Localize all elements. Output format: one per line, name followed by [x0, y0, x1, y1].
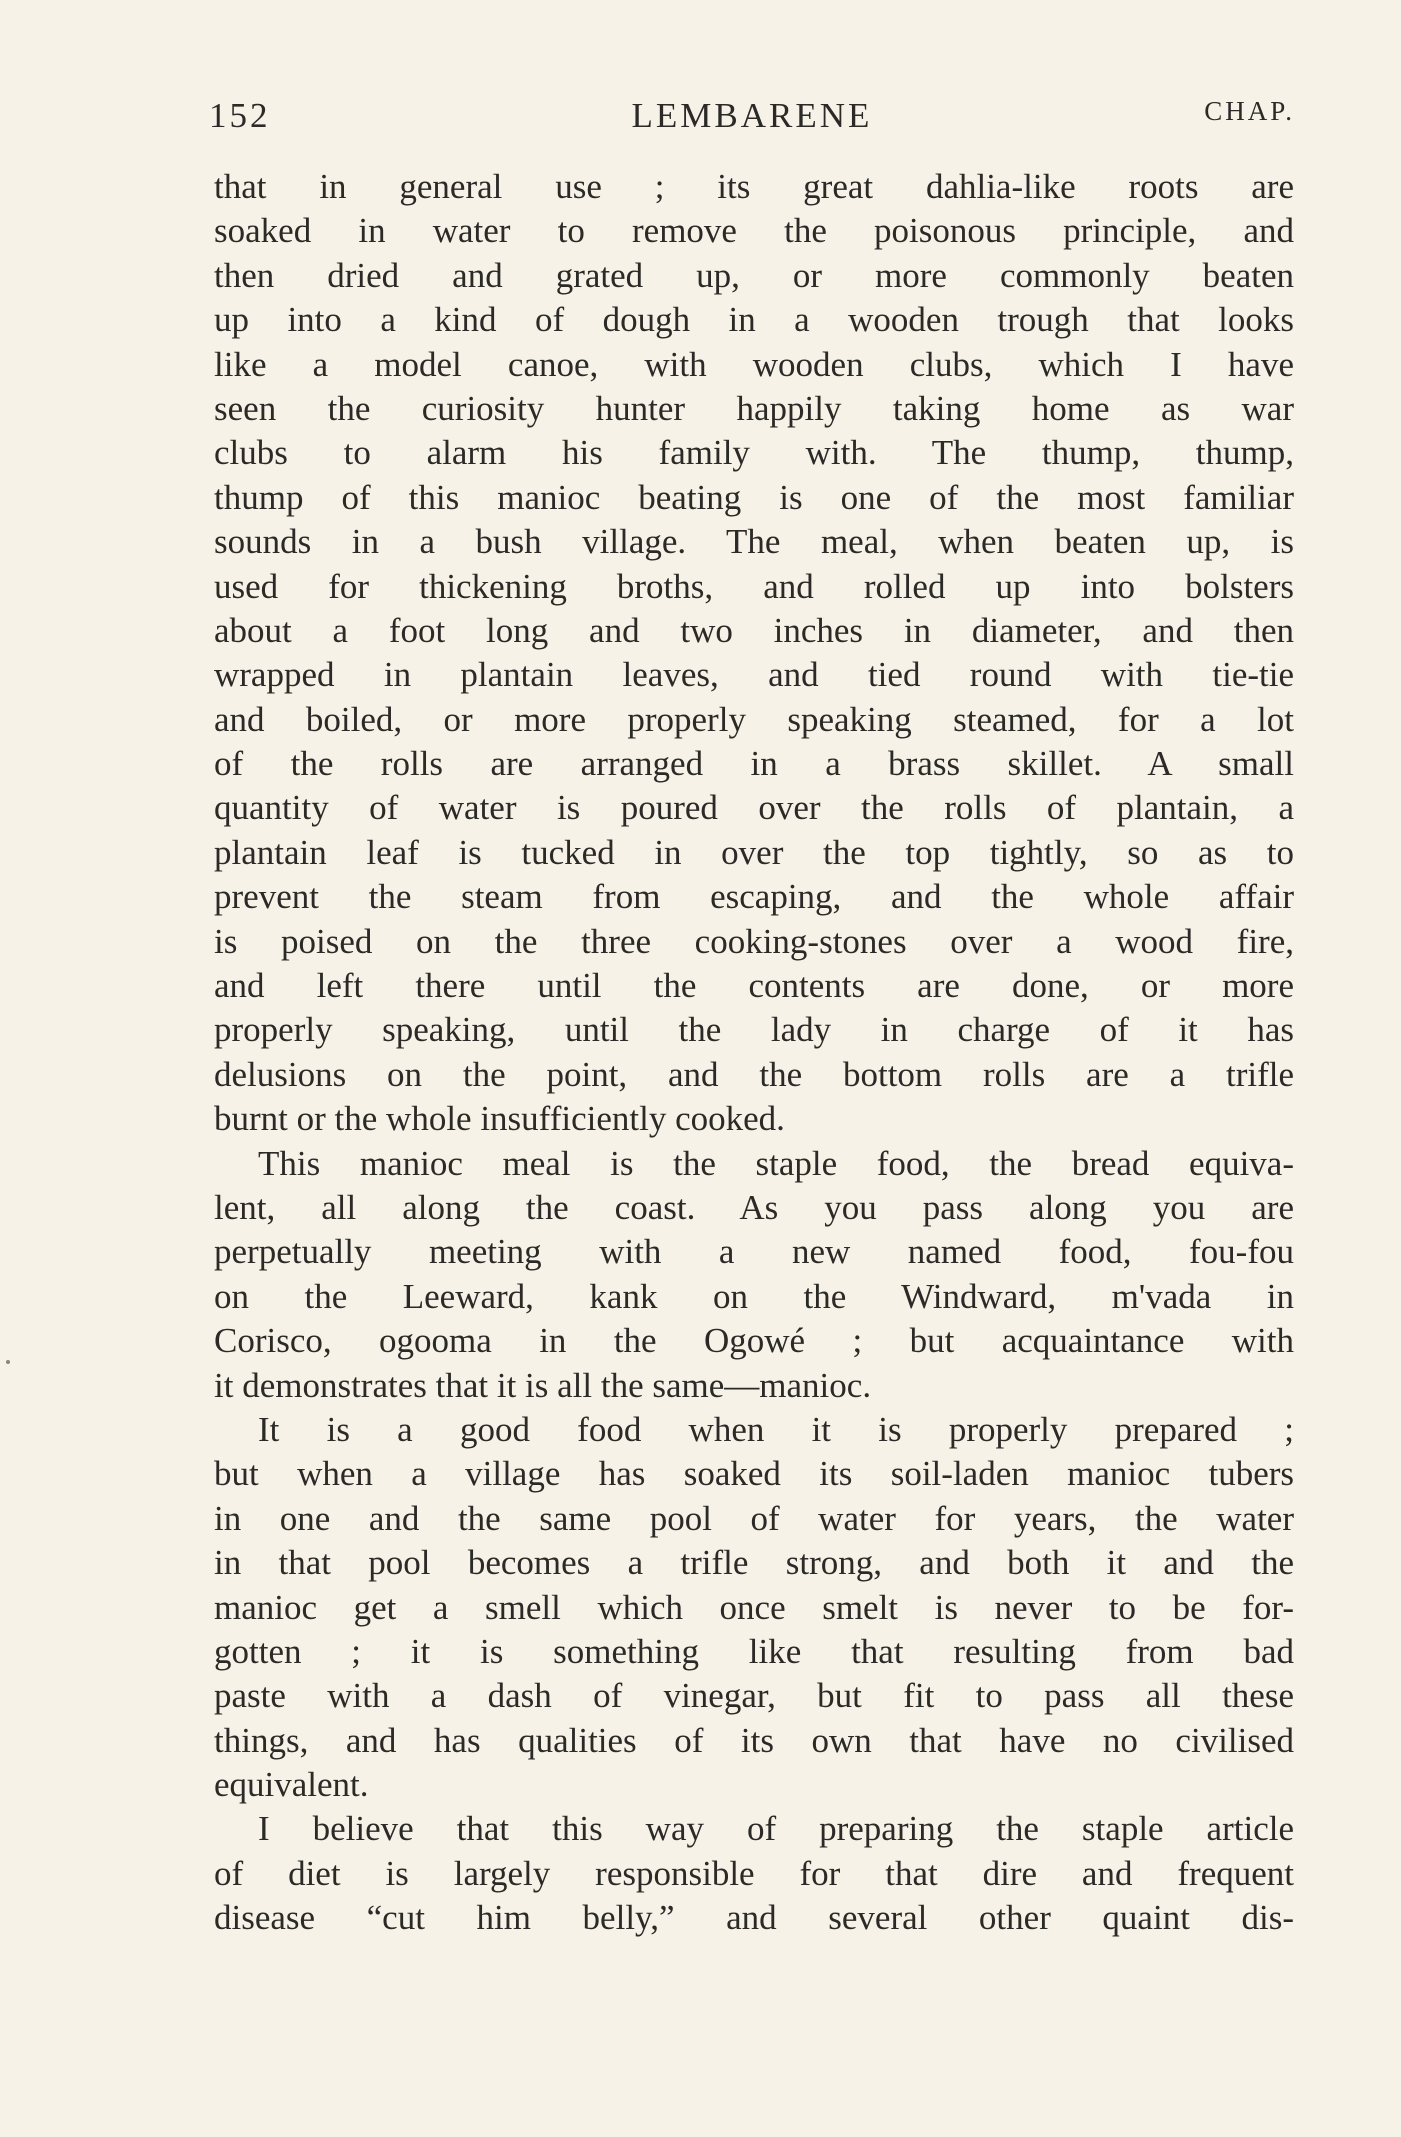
- text-line: used for thickening broths, and rolled up into bolsters: [214, 566, 1294, 606]
- text-line: lent, all along the coast. As you pass along you are: [214, 1187, 1294, 1227]
- paragraph-start-line: I believe that this way of preparing the staple article: [258, 1809, 1294, 1849]
- text-line: then dried and grated up, or more commonly beaten: [214, 255, 1294, 295]
- text-line: up into a kind of dough in a wooden trough that looks: [214, 300, 1294, 340]
- text-line: manioc get a smell which once smelt is never to be for-: [214, 1587, 1294, 1627]
- text-line: thump of this manioc beating is one of the most familiar: [214, 477, 1294, 517]
- running-head: [209, 96, 1295, 146]
- text-line: sounds in a bush village. The meal, when beaten up, is: [214, 522, 1294, 562]
- text-line: is poised on the three cooking-stones over a wood fire,: [214, 921, 1294, 961]
- paragraph-start-line: It is a good food when it is properly prepared ;: [258, 1409, 1294, 1449]
- text-line: equivalent.: [214, 1765, 369, 1805]
- chapter-label: CHAP.: [1204, 96, 1295, 126]
- text-line: soaked in water to remove the poisonous principle, and: [214, 211, 1294, 251]
- text-line: disease “cut him belly,” and several other quaint dis-: [214, 1898, 1294, 1938]
- text-line: perpetually meeting with a new named food, fou-fou: [214, 1232, 1294, 1272]
- text-line: of diet is largely responsible for that dire and frequent: [214, 1853, 1294, 1893]
- text-line: on the Leeward, kank on the Windward, m'vada in: [214, 1276, 1294, 1316]
- text-line: burnt or the whole insufficiently cooked.: [214, 1099, 785, 1139]
- page-number: 152: [209, 96, 271, 135]
- text-line: prevent the steam from escaping, and the whole affair: [214, 877, 1294, 917]
- text-line: that in general use ; its great dahlia-like roots are: [214, 167, 1294, 206]
- text-line: gotten ; it is something like that resulting from bad: [214, 1631, 1294, 1671]
- body-text: [214, 165, 1294, 1941]
- text-line: and left there until the contents are done, or more: [214, 966, 1294, 1006]
- text-line: but when a village has soaked its soil-laden manioc tubers: [214, 1454, 1294, 1494]
- text-line: clubs to alarm his family with. The thump, thump,: [214, 433, 1294, 473]
- text-line: wrapped in plantain leaves, and tied round with tie-tie: [214, 655, 1294, 695]
- text-line: properly speaking, until the lady in charge of it has: [214, 1010, 1294, 1050]
- text-line: in that pool becomes a trifle strong, and both it and the: [214, 1543, 1294, 1583]
- text-line: and boiled, or more properly speaking steamed, for a lot: [214, 699, 1294, 739]
- text-line: about a foot long and two inches in diameter, and then: [214, 610, 1294, 650]
- text-line: things, and has qualities of its own that have no civilised: [214, 1720, 1294, 1760]
- running-title: LEMBARENE: [631, 96, 873, 135]
- text-line: plantain leaf is tucked in over the top tightly, so as to: [214, 832, 1294, 872]
- text-line: like a model canoe, with wooden clubs, which I have: [214, 344, 1294, 384]
- text-line: in one and the same pool of water for years, the water: [214, 1498, 1294, 1538]
- text-line: it demonstrates that it is all the same—manioc.: [214, 1365, 872, 1405]
- paragraph-start-line: This manioc meal is the staple food, the bread equiva-: [258, 1143, 1294, 1183]
- text-line: seen the curiosity hunter happily taking home as war: [214, 388, 1294, 428]
- text-line: Corisco, ogooma in the Ogowé ; but acquaintance with: [214, 1321, 1294, 1361]
- paper-speck: [6, 1360, 10, 1364]
- text-line: quantity of water is poured over the rolls of plantain, a: [214, 788, 1294, 828]
- text-line: paste with a dash of vinegar, but fit to pass all these: [214, 1676, 1294, 1716]
- text-line: delusions on the point, and the bottom rolls are a trifle: [214, 1054, 1294, 1094]
- text-line: of the rolls are arranged in a brass skillet. A small: [214, 744, 1294, 784]
